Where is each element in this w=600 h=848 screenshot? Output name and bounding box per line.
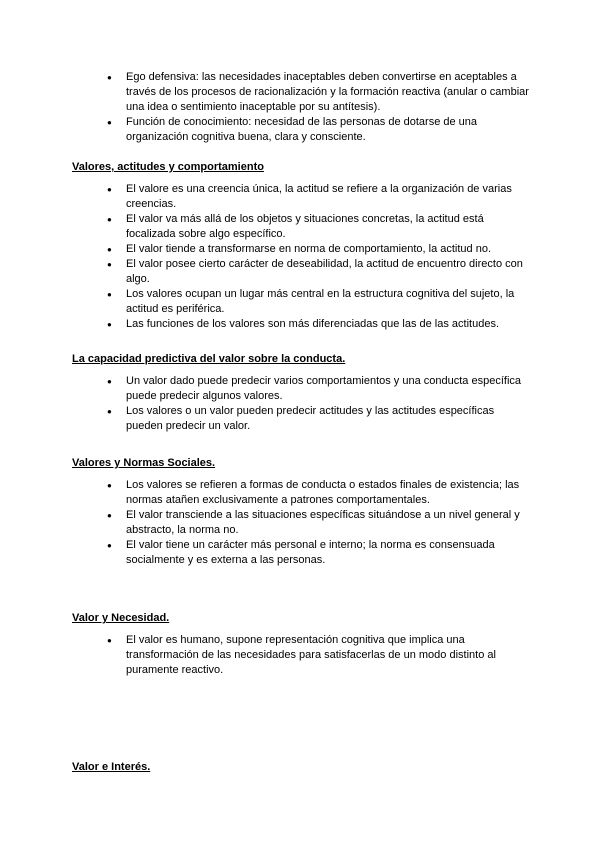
list-item: ● El valor posee cierto carácter de deseabilidad, la actitud de encuentro directo con algo. [107, 257, 533, 287]
section-heading: Valores y Normas Sociales. [72, 457, 216, 469]
section-list [107, 374, 533, 434]
list-item: ● Función de conocimiento: necesidad de las personas de dotarse de una organización cognitiva buena, clara y consciente. [107, 115, 533, 145]
list-item: ● Ego defensiva: las necesidades inaceptables deben convertirse en aceptables a través de los procesos de racionalización y la formación reactiva (anular o cambiar una idea o sentimiento inaceptable por su antítesis). [107, 70, 533, 115]
section-heading: Valores, actitudes y comportamiento [72, 161, 264, 173]
list-item: ● El valor transciende a las situaciones específicas situándose a un nivel general y abstracto, la norma no. [107, 508, 533, 538]
section-list [107, 633, 533, 678]
list-item: ● El valor tiende a transformarse en norma de comportamiento, la actitud no. [107, 242, 533, 257]
list-item: ● El valor tiene un carácter más personal e interno; la norma es consensuada socialmente y es externa a las personas. [107, 538, 533, 568]
list-item: ● Los valores ocupan un lugar más central en la estructura cognitiva del sujeto, la actitud es periférica. [107, 287, 533, 317]
list-item: ● El valor es humano, supone representación cognitiva que implica una transformación de las necesidades para satisfacerlas de un modo distinto al puramente reactivo. [107, 633, 533, 678]
list-item: ● Los valores se refieren a formas de conducta o estados finales de existencia; las normas atañen exclusivamente a patrones comportamentales. [107, 478, 533, 508]
intro-list [107, 70, 533, 145]
section-heading: Valor y Necesidad. [72, 612, 170, 624]
list-item: ● El valor va más allá de los objetos y situaciones concretas, la actitud está focalizada sobre algo específico. [107, 212, 533, 242]
list-item: ● Las funciones de los valores son más diferenciadas que las de las actitudes. [107, 317, 533, 332]
section-list [107, 478, 533, 568]
section-heading: La capacidad predictiva del valor sobre la conducta. [72, 353, 346, 365]
section-heading: Valor e Interés. [72, 761, 151, 773]
list-item: ● El valore es una creencia única, la actitud se refiere a la organización de varias creencias. [107, 182, 533, 212]
section-list [107, 182, 533, 332]
list-item: ● Un valor dado puede predecir varios comportamientos y una conducta específica puede predecir algunos valores. [107, 374, 533, 404]
list-item: ● Los valores o un valor pueden predecir actitudes y las actitudes específicas pueden predecir un valor. [107, 404, 533, 434]
